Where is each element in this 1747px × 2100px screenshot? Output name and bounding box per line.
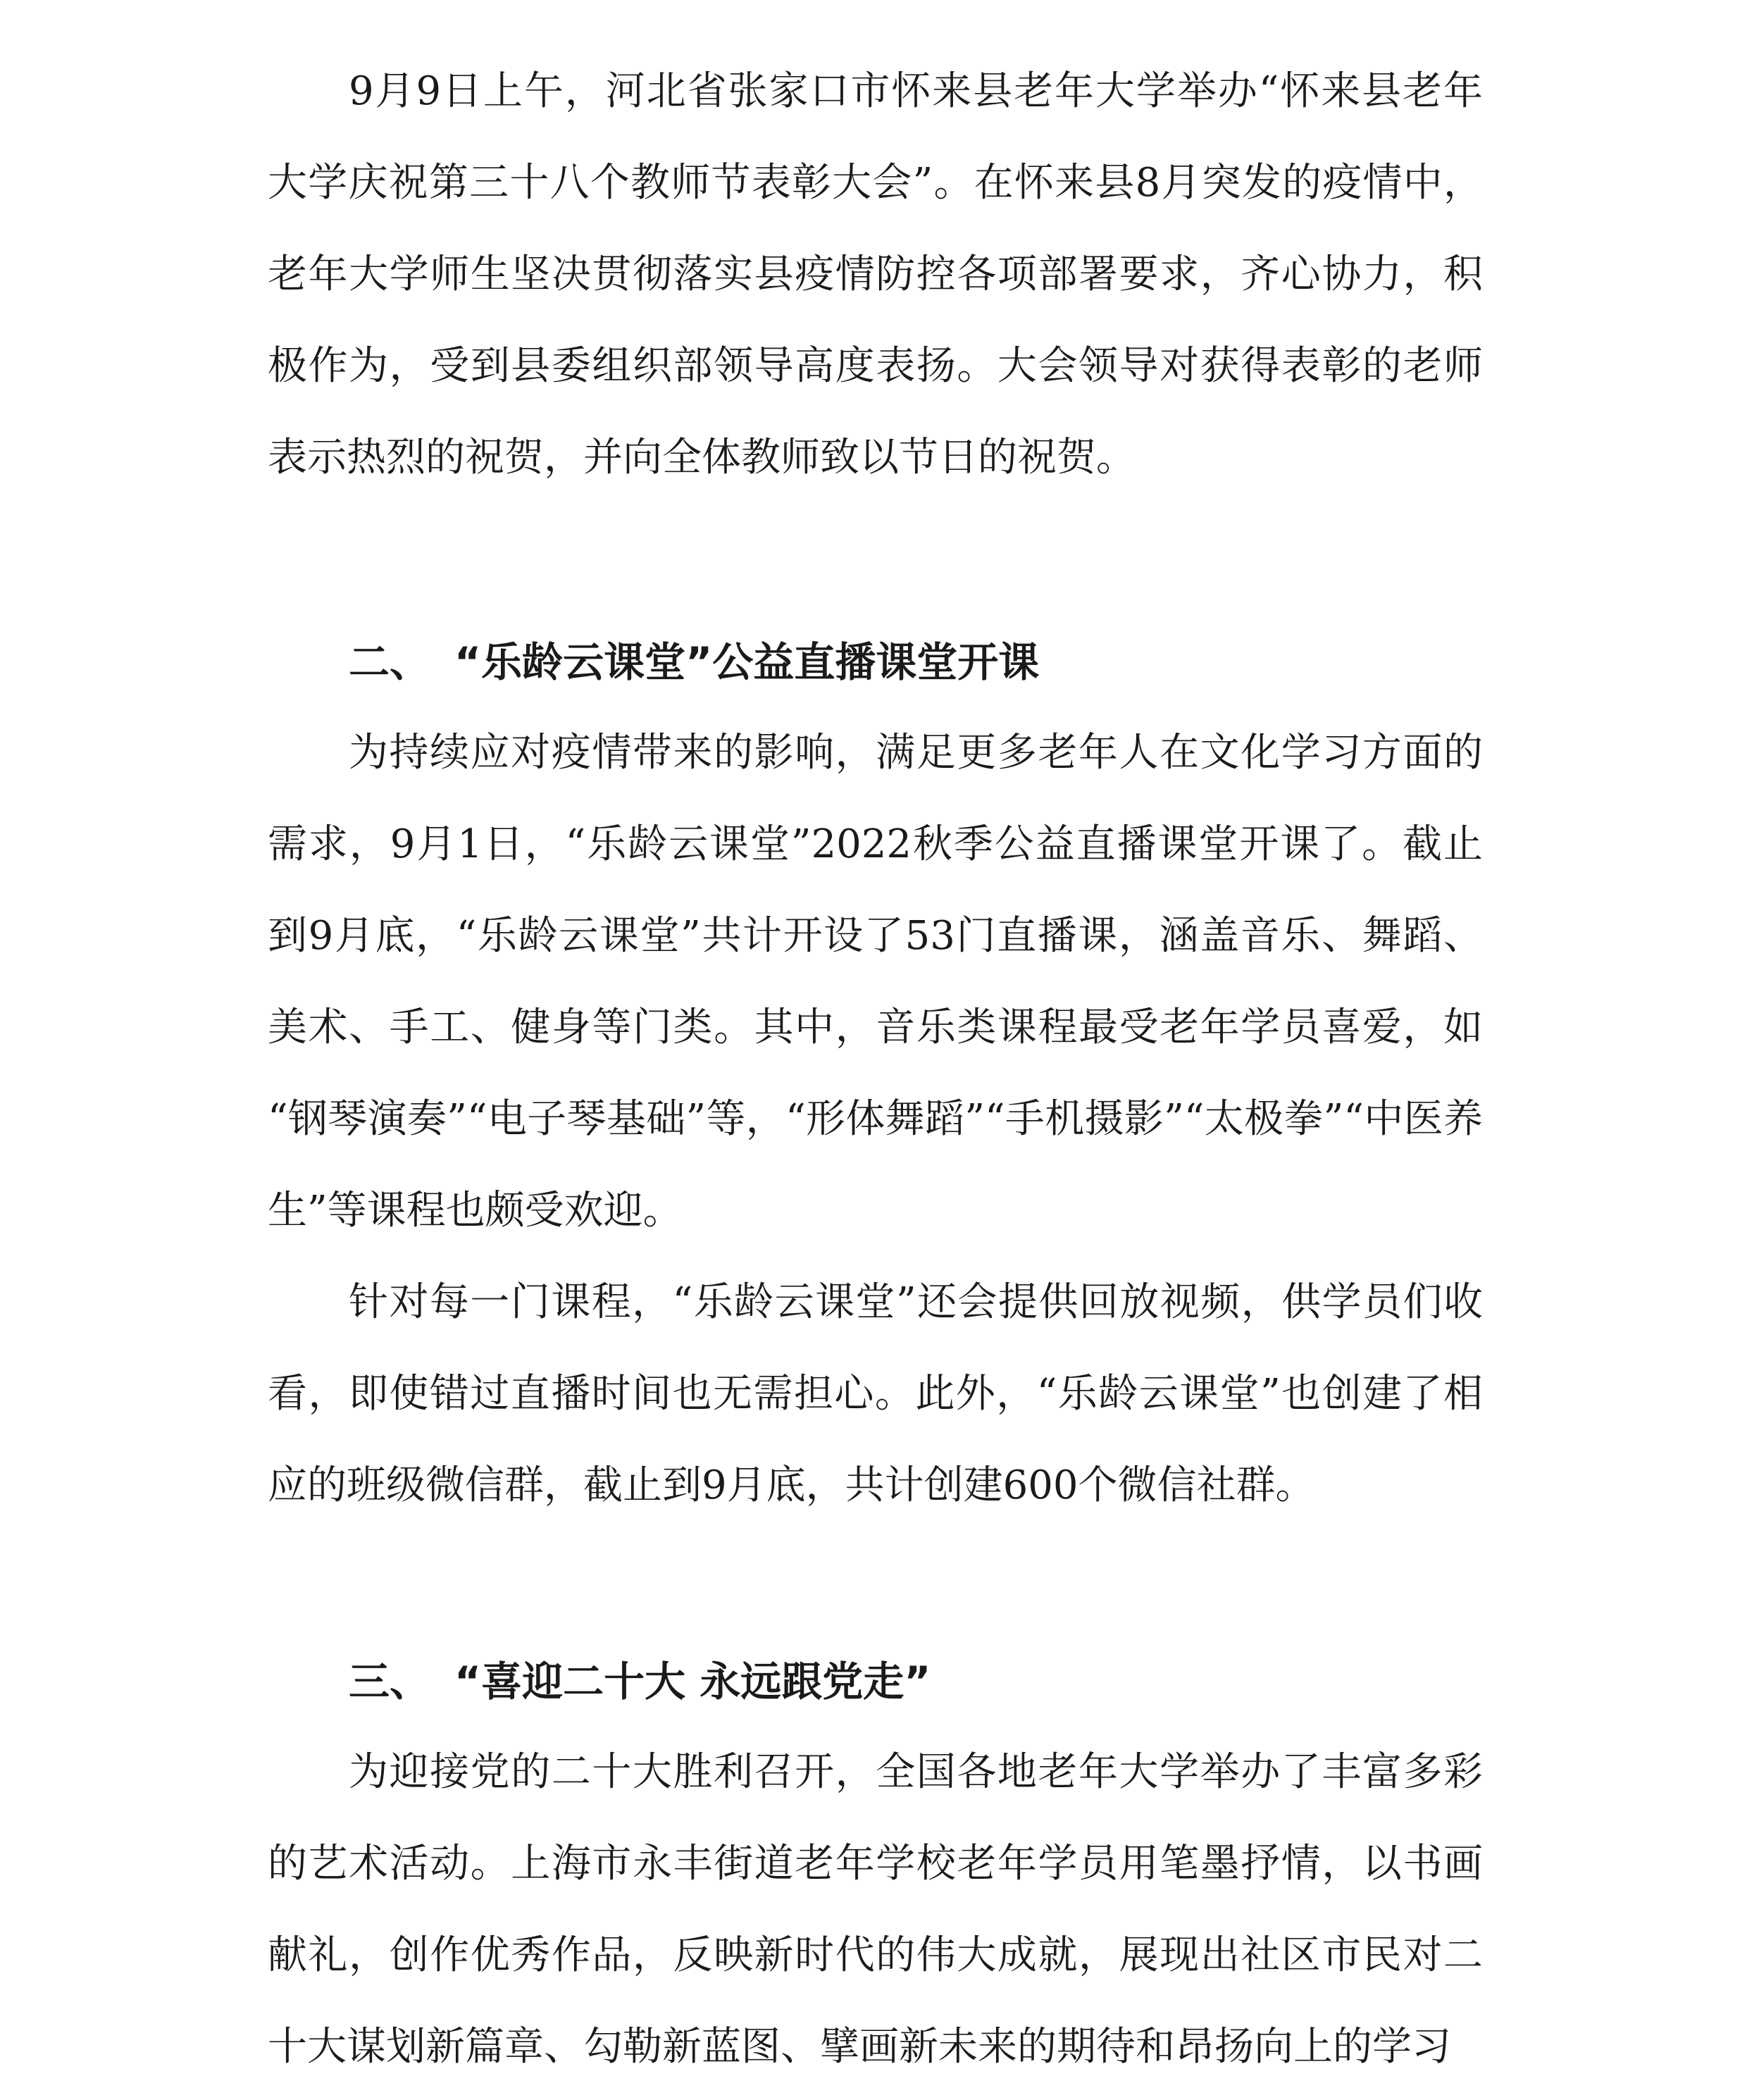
- section2-heading: [349, 634, 1476, 690]
- section2-number: 二、: [349, 638, 431, 686]
- section3-paragraph: 为迎接党的二十大胜利召开，全国各地老年大学举办了丰富多彩的艺术活动。上海市永丰街道老年学校老年学员用笔墨抒情，以书画献礼，创作优秀作品，反映新时代的伟大成就，展现出社区市民对二十大谋划新篇章、勾勒新蓝图、擘画新未来的期待和昂扬向上的学习: [268, 1749, 1483, 2070]
- section2-paragraph-1: 为持续应对疫情带来的影响，满足更多老年人在文化学习方面的需求，9月1日，“乐龄云课堂”2022秋季公益直播课堂开课了。截止到9月底，“乐龄云课堂”共计开设了53门直播课，涵盖音乐、舞蹈、美术、手工、健身等门类。其中，音乐类课程最受老年学员喜爱，如 “钢琴演奏”“电子琴基础”等，“形体舞蹈”“手机摄影”“太极拳”“中医养生”等课程也颇受欢迎。: [268, 730, 1483, 1234]
- section2-title: “乐龄云课堂”公益直播课堂开课: [454, 638, 1040, 686]
- section3-heading: [349, 1653, 1476, 1710]
- section3-number: 三、: [349, 1658, 431, 1706]
- section2-paragraph-2: 针对每一门课程，“乐龄云课堂”还会提供回放视频，供学员们收看，即使错过直播时间也无需担心。此外，“乐龄云课堂”也创建了相应的班级微信群，截止到9月底，共计创建600个微信社群。: [268, 1279, 1483, 1508]
- section1-paragraph: 9月9日上午，河北省张家口市怀来县老年大学举办“怀来县老年大学庆祝第三十八个教师节表彰大会”。在怀来县8月突发的疫情中，老年大学师生坚决贯彻落实县疫情防控各项部署要求，齐心协力，积极作为，受到县委组织部领导高度表扬。大会领导对获得表彰的老师表示热烈的祝贺，并向全体教师致以节日的祝贺。: [268, 68, 1483, 480]
- section3-title: “喜迎二十大 永远跟党走”: [454, 1658, 931, 1706]
